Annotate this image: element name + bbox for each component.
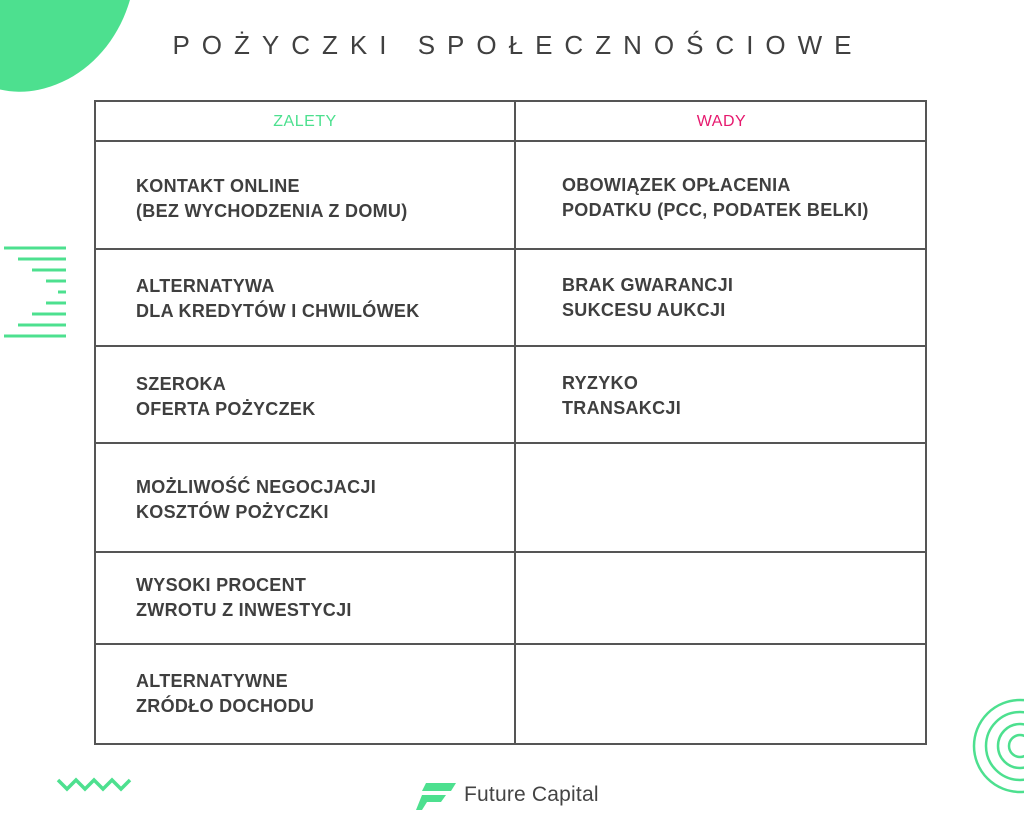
brand-name: Future Capital [464,783,599,806]
header-pros: ZALETY [273,113,337,130]
concentric-circles-icon [964,696,1024,796]
page-title: POŻYCZKI SPOŁECZNOŚCIOWE [172,30,864,60]
row-divider [96,643,925,645]
future-capital-logo-icon [414,780,458,810]
row-divider [96,345,925,347]
zigzag-decoration-icon [56,772,136,796]
cons-cell: OBOWIĄZEK OPŁACENIA PODATKU (PCC, PODATEK BELKI) [562,175,869,220]
pros-cell: MOŻLIWOŚĆ NEGOCJACJI KOSZTÓW POŻYCZKI [136,477,377,522]
brand-logo [414,780,599,810]
row-divider [96,442,925,444]
cons-cell: RYZYKO TRANSAKCJI [562,373,682,418]
header-cons: WADY [696,113,747,130]
pros-cell: KONTAKT ONLINE (BEZ WYCHODZENIA Z DOMU) [136,176,408,221]
pros-cell: WYSOKI PROCENT ZWROTU Z INWESTYCJI [136,575,352,620]
row-divider [96,551,925,553]
pros-cell: ALTERNATYWA DLA KREDYTÓW I CHWILÓWEK [136,276,420,321]
pros-cons-table [94,100,927,745]
column-divider [514,102,516,743]
pros-cell: SZEROKA OFERTA POŻYCZEK [136,374,316,419]
pros-cell: ALTERNATYWNE ZRÓDŁO DOCHODU [136,671,315,716]
cons-cell: BRAK GWARANCJI SUKCESU AUKCJI [562,275,734,320]
row-divider [96,248,925,250]
stripes-decoration-icon [0,246,66,342]
